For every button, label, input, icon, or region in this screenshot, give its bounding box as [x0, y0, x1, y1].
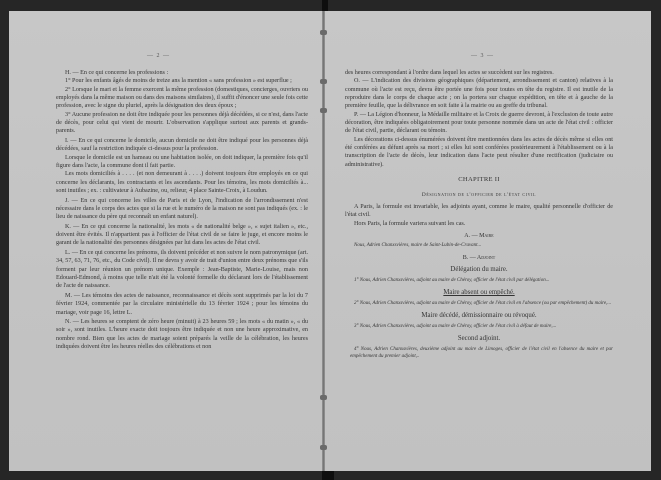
paragraph-h-3: 3° Aucune profession ne doit être indiquée pour les personnes déjà décédées, si ce n'est, dans l'acte de décès, pour celui qui vient de mourir. L'observation s'applique surtout aux parents et grands-parents.: [56, 111, 308, 135]
paragraph-decorations: Les décorations ci-dessus énumérées doivent être mentionnées dans les actes de décès même si elles ont été conférées au défunt après sa mort ; si elles lui sont conférées postérieurement à l'établissement ou à la transcription de l'acte de décès, leur indication dans l'acte peut résulter d'une rectification (judiciaire ou administrative).: [345, 136, 613, 168]
formula-second-adjoint: 4° Nous, Adrien Chanxsvières, deuxième adjoint au maire de Limoges, officier de l'état civil en l'absence du maire et par empêchement du premier adjoint,..: [350, 347, 613, 359]
paragraph-i-3: Les mots domiciliés à . . . . (et non demeurant à . . . .) doivent toujours être employés en ce qui concerne les déclarants, les contractants et les ascendants. Pour les témoins, les mots domiciliés à... sont inutiles ; ex. : cultivateur à Aubazine, ou, relieur, 4 place Sainte-Croix, à Loudun.: [56, 171, 308, 194]
binding-staple: [320, 395, 327, 400]
chapter-paragraph-paris: A Paris, la formule est invariable, les adjoints ayant, comme le maire, qualité personnelle d'officier de l'état civil.: [345, 203, 613, 219]
paragraph-n-continued: des heures correspondant à l'ordre dans lequel les actes se succèdent sur les registres.: [345, 70, 554, 76]
left-page: [9, 11, 323, 471]
subheading-maire-absent-text: Maire absent ou empêché.: [443, 289, 515, 297]
subheading-second-adjoint: Second adjoint.: [457, 334, 501, 342]
open-book-spread: [9, 11, 651, 471]
binding-staple: [320, 79, 327, 84]
formula-delegation: 1° Nous, Adrien Chanxsvières, adjoint au maire de Chéroy, officier de l'état civil par délégation...: [354, 278, 550, 284]
paragraph-k: K. — En ce qui concerne la nationalité, les mots « de nationalité belge », « sujet italien », etc., doivent être évités. Il n'appartient pas à l'officier de l'état civil de se faire le juge, et encore moins le garant de la nationalité des personnes désignées par lui dans les actes de l'état civil.: [56, 223, 308, 247]
formula-maire: Nous, Adrien Chanxsvières, maire de Saint-Lubin-de-Cravant...: [354, 243, 482, 249]
formula-maire-absent: 2° Nous, Adrien Chanxsvières, adjoint au maire de Chéroy, officier de l'état civil en l'absence (ou par empêchement) du maire,...: [354, 301, 612, 307]
paragraph-i-2: Lorsque le domicile est un hameau ou une habitation isolée, on doit indiquer, la première fois qu'il figure dans l'acte, la commune dont il fait partie.: [56, 154, 308, 169]
subheading-delegation: Délégation du maire.: [450, 266, 508, 274]
paragraph-h-1: 1° Pour les enfants âgés de moins de treize ans la mention « sans profession » est superflue ;: [65, 78, 292, 85]
paragraph-h-2: 2° Lorsque le mari et la femme exercent la même profession (domestiques, concierges, ouvriers ou employés dans la même maison ou dans des maisons similaires), il suffit d'énoncer une seule fois cette profession, avec le signe du pluriel, après la désignation des deux époux ;: [56, 86, 308, 110]
formula-maire-decede: 3° Nous, Adrien Chanxsvières, adjoint au maire de Chéroy, officier de l'état civil à défaut de maire,...: [354, 324, 557, 330]
section-a-heading: A. — Maire: [464, 232, 494, 239]
section-b-heading: B. — Adjoint: [462, 254, 496, 261]
subheading-maire-decede: Maire décédé, démissionnaire ou révoqué.: [421, 312, 537, 319]
paragraph-m: M. — Les témoins des actes de naissance, reconnaissance et décès sont supprimés par la loi du 7 février 1924, commentée par la circulaire ministérielle du 13 février 1924 ; pour les témoins du mariage, voir page 16, lettre L.: [56, 292, 308, 316]
chapter-paragraph-hors-paris: Hors Paris, la formule variera suivant les cas.: [354, 220, 466, 227]
binding-staple: [320, 108, 327, 113]
subheading-maire-absent: [345, 289, 613, 297]
binding-staple: [320, 445, 327, 450]
paragraph-o: O. — L'indication des divisions géographiques (département, arrondissement et canton) relatives à la commune où l'acte est reçu, devra être portée une fois pour toutes en tête du registre. Il est inutile de la reproduire dans le corps de chaque acte ; on la portera sur chaque expédition, en tête et à gauche de la première feuille, que la délivrance en soit faite à la mairie ou au greffe du tribunal.: [345, 78, 613, 110]
paragraph-n: N. — Les heures se comptent de zéro heure (minuit) à 23 heures 59 ; les mots « du matin », « du soir », sont inutiles. L'heure exacte doit toujours être indiquée et non une heure approximative, en nombre rond. Bien que les actes de mariage soient préparés la veille de la célébration, les heures indiquées doivent être les heures réelles des célébrations et non: [56, 319, 308, 351]
paragraph-l: L. — En ce qui concerne les prénoms, ils doivent précéder et non suivre le nom patronymique (art. 34, 57, 63, 71, 76, etc., du Code civil). Il ne devra y avoir de trait d'union entre deux prénoms que s'ils forment par leur réunion un prénom unique. Exemple : Jean-Baptiste, Marie-Louise, mais non Edouard-Edmond, à moins que telle n'ait été la volonté formelle du déclarant lors de l'établissement de l'acte de naissance.: [56, 249, 308, 290]
paragraph-h-heading: H. — En ce qui concerne les professions :: [65, 70, 169, 76]
paragraph-p: P. — La Légion d'honneur, la Médaille militaire et la Croix de guerre devront, à l'exclusion de toute autre décoration, être indiquées obligatoirement pour toute personne nommée dans un acte de l'état civil : officier de l'état civil, partie, déclarant ou témoin.: [345, 111, 613, 135]
binding-shadow-top: [322, 0, 328, 11]
chapter-title: CHAPITRE II: [458, 176, 500, 184]
page-number-right: — 3 —: [471, 53, 494, 59]
paragraph-j: J. — En ce qui concerne les villes de Paris et de Lyon, l'indication de l'arrondissement n'est nécessaire dans le corps des actes que si la rue et le numéro de la maison ne sont pas indiqués (ex. : le lieu de naissance du père qui reconnaît un enfant naturel).: [56, 197, 308, 221]
left-page-body: [56, 69, 308, 351]
right-page: [325, 11, 651, 471]
binding-staple: [320, 30, 327, 35]
binding-shadow-bottom: [322, 471, 334, 480]
page-number-left: — 2 —: [147, 53, 170, 59]
right-page-body: [345, 69, 613, 360]
chapter-subtitle: Désignation de l'officier de l'état civil: [421, 192, 537, 199]
paragraph-i: I. — En ce qui concerne le domicile, aucun domicile ne doit être indiqué pour les personnes déjà décédées, sauf la restriction indiquée ci-dessus pour la profession.: [56, 137, 308, 153]
